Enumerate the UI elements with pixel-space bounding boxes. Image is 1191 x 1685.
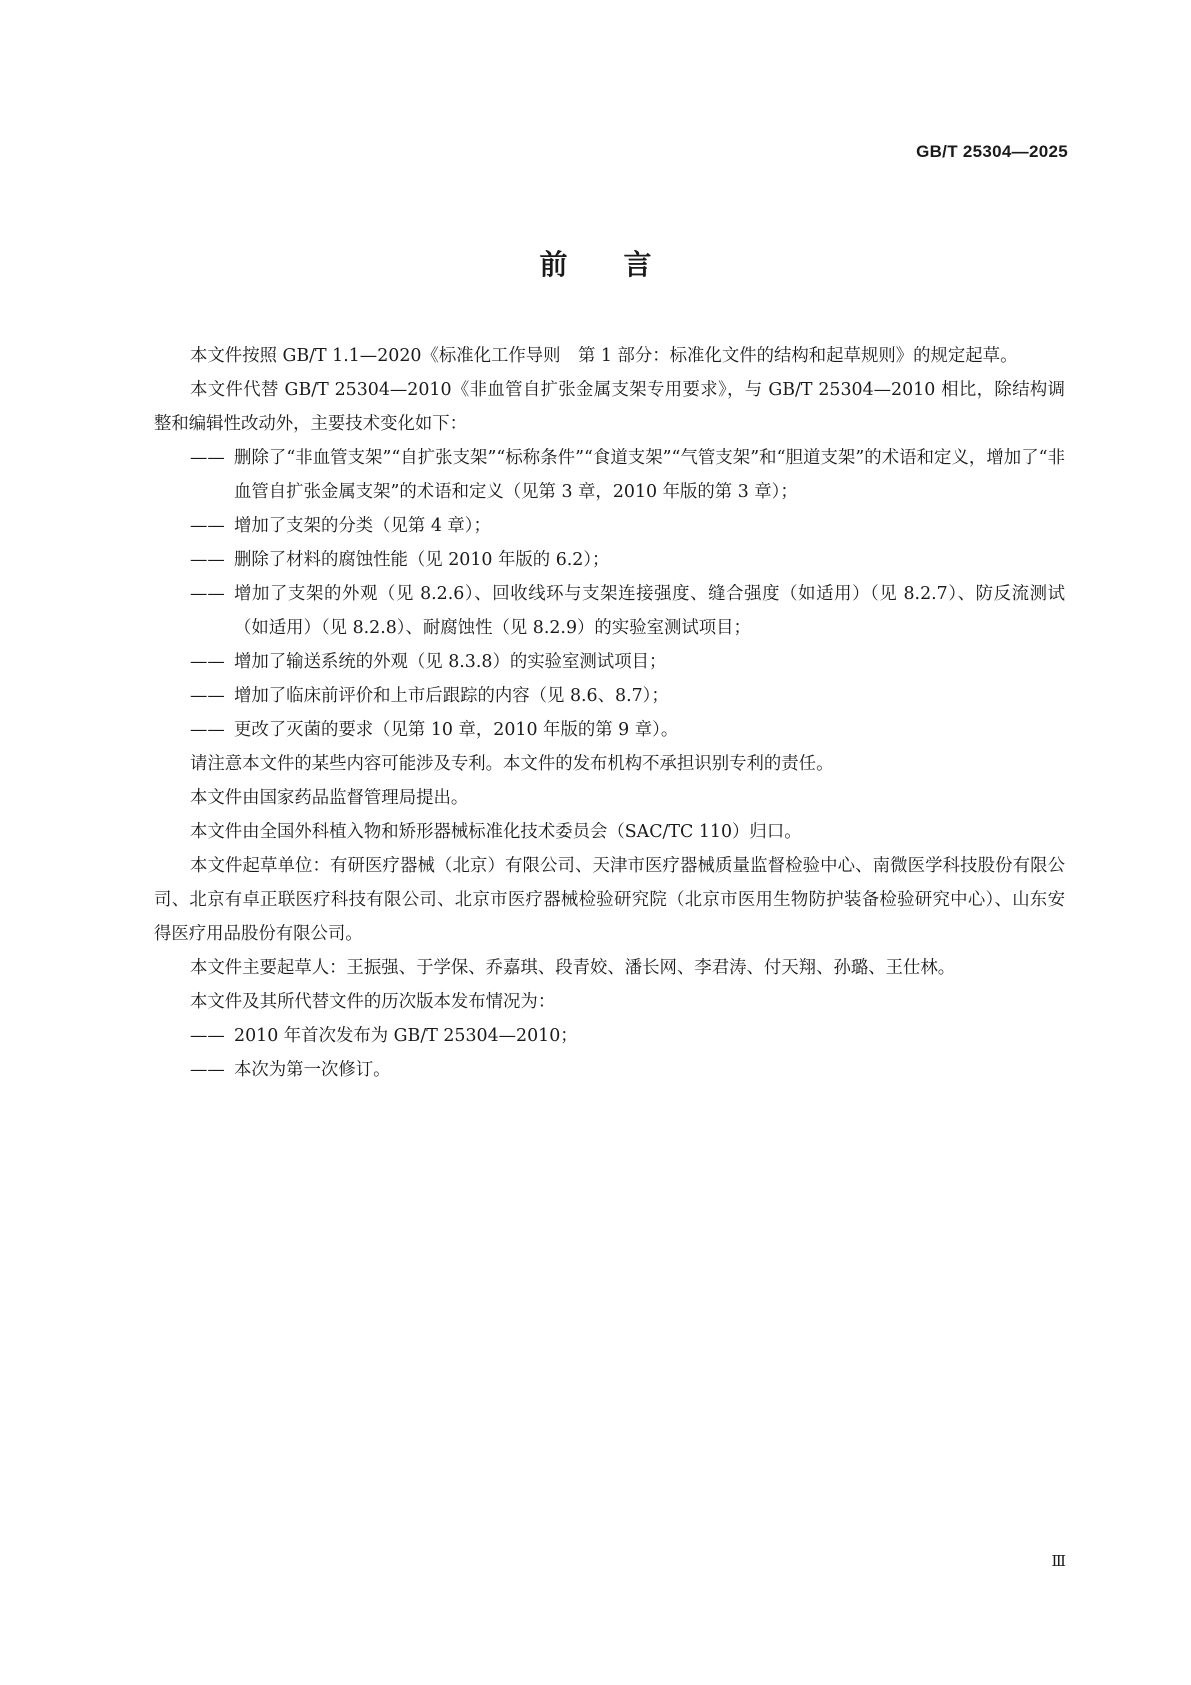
paragraph-drafting-rules: 本文件按照 GB/T 1.1—2020《标准化工作导则 第 1 部分：标准化文件的结构和起草规则》的规定起草。 [190,346,1018,366]
paragraph-committee: 本文件由全国外科植入物和矫形器械标准化技术委员会（SAC/TC 110）归口。 [190,822,802,842]
change-item-text: 增加了支架的外观（见 8.2.6）、回收线环与支架连接强度、缝合强度（如适用）（见 8.2.7）、防反流测试（如适用）（见 8.2.8）、耐腐蚀性（见 8.2.9）的实验室测试项目； [234,584,1065,638]
paragraph-proposer: 本文件由国家药品监督管理局提出。 [190,788,469,808]
dash-marker: —— [190,1026,225,1046]
change-item [154,645,1065,679]
change-item-text: 删除了“非血管支架”“自扩张支架”“标称条件”“食道支架”“气管支架”和“胆道支架”的术语和定义，增加了“非血管自扩张金属支架”的术语和定义（见第 3 章，2010 年版的第 3 章）； [234,448,1065,502]
change-item-text: 更改了灭菌的要求（见第 10 章，2010 年版的第 9 章）。 [234,720,679,740]
dash-marker: —— [190,720,225,740]
change-item [154,509,1065,543]
change-item [154,679,1065,713]
paragraph-drafting-units: 本文件起草单位：有研医疗器械（北京）有限公司、天津市医疗器械质量监督检验中心、南微医学科技股份有限公司、北京有卓正联医疗科技有限公司、北京市医疗器械检验研究院（北京市医用生物防护装备检验研究中心）、山东安得医疗用品股份有限公司。 [154,856,1065,944]
dash-marker: —— [190,652,225,672]
paragraph-drafters: 本文件主要起草人：王振强、于学保、乔嘉琪、段青姣、潘长网、李君涛、付天翔、孙璐、王仕林。 [190,958,956,978]
dash-marker: —— [190,584,225,604]
dash-marker: —— [190,686,225,706]
paragraph-patent-notice: 请注意本文件的某些内容可能涉及专利。本文件的发布机构不承担识别专利的责任。 [190,754,834,774]
dash-marker: —— [190,448,225,468]
dash-marker: —— [190,1060,225,1080]
change-item [154,577,1065,645]
change-item [154,713,1065,747]
dash-marker: —— [190,550,225,570]
change-item-text: 删除了材料的腐蚀性能（见 2010 年版的 6.2）； [234,550,610,570]
history-item-text: 2010 年首次发布为 GB/T 25304—2010； [234,1026,578,1046]
page-title: 前言 [539,248,708,281]
page-number: Ⅲ [1051,1552,1066,1570]
paragraph-history-intro: 本文件及其所代替文件的历次版本发布情况为： [190,992,556,1012]
history-item [154,1053,1065,1087]
change-item-text: 增加了输送系统的外观（见 8.3.8）的实验室测试项目； [234,652,667,672]
change-item-text: 增加了临床前评价和上市后跟踪的内容（见 8.6、8.7）； [234,686,669,706]
foreword-body [154,339,1065,1087]
paragraph-replacement: 本文件代替 GB/T 25304—2010《非血管自扩张金属支架专用要求》，与 GB/T 25304—2010 相比，除结构调整和编辑性改动外，主要技术变化如下： [154,380,1065,434]
change-item-text: 增加了支架的分类（见第 4 章）； [234,516,491,536]
document-code: GB/T 25304—2025 [916,142,1068,161]
history-item [154,1019,1065,1053]
change-item [154,441,1065,509]
change-item [154,543,1065,577]
history-item-text: 本次为第一次修订。 [234,1060,391,1080]
dash-marker: —— [190,516,225,536]
